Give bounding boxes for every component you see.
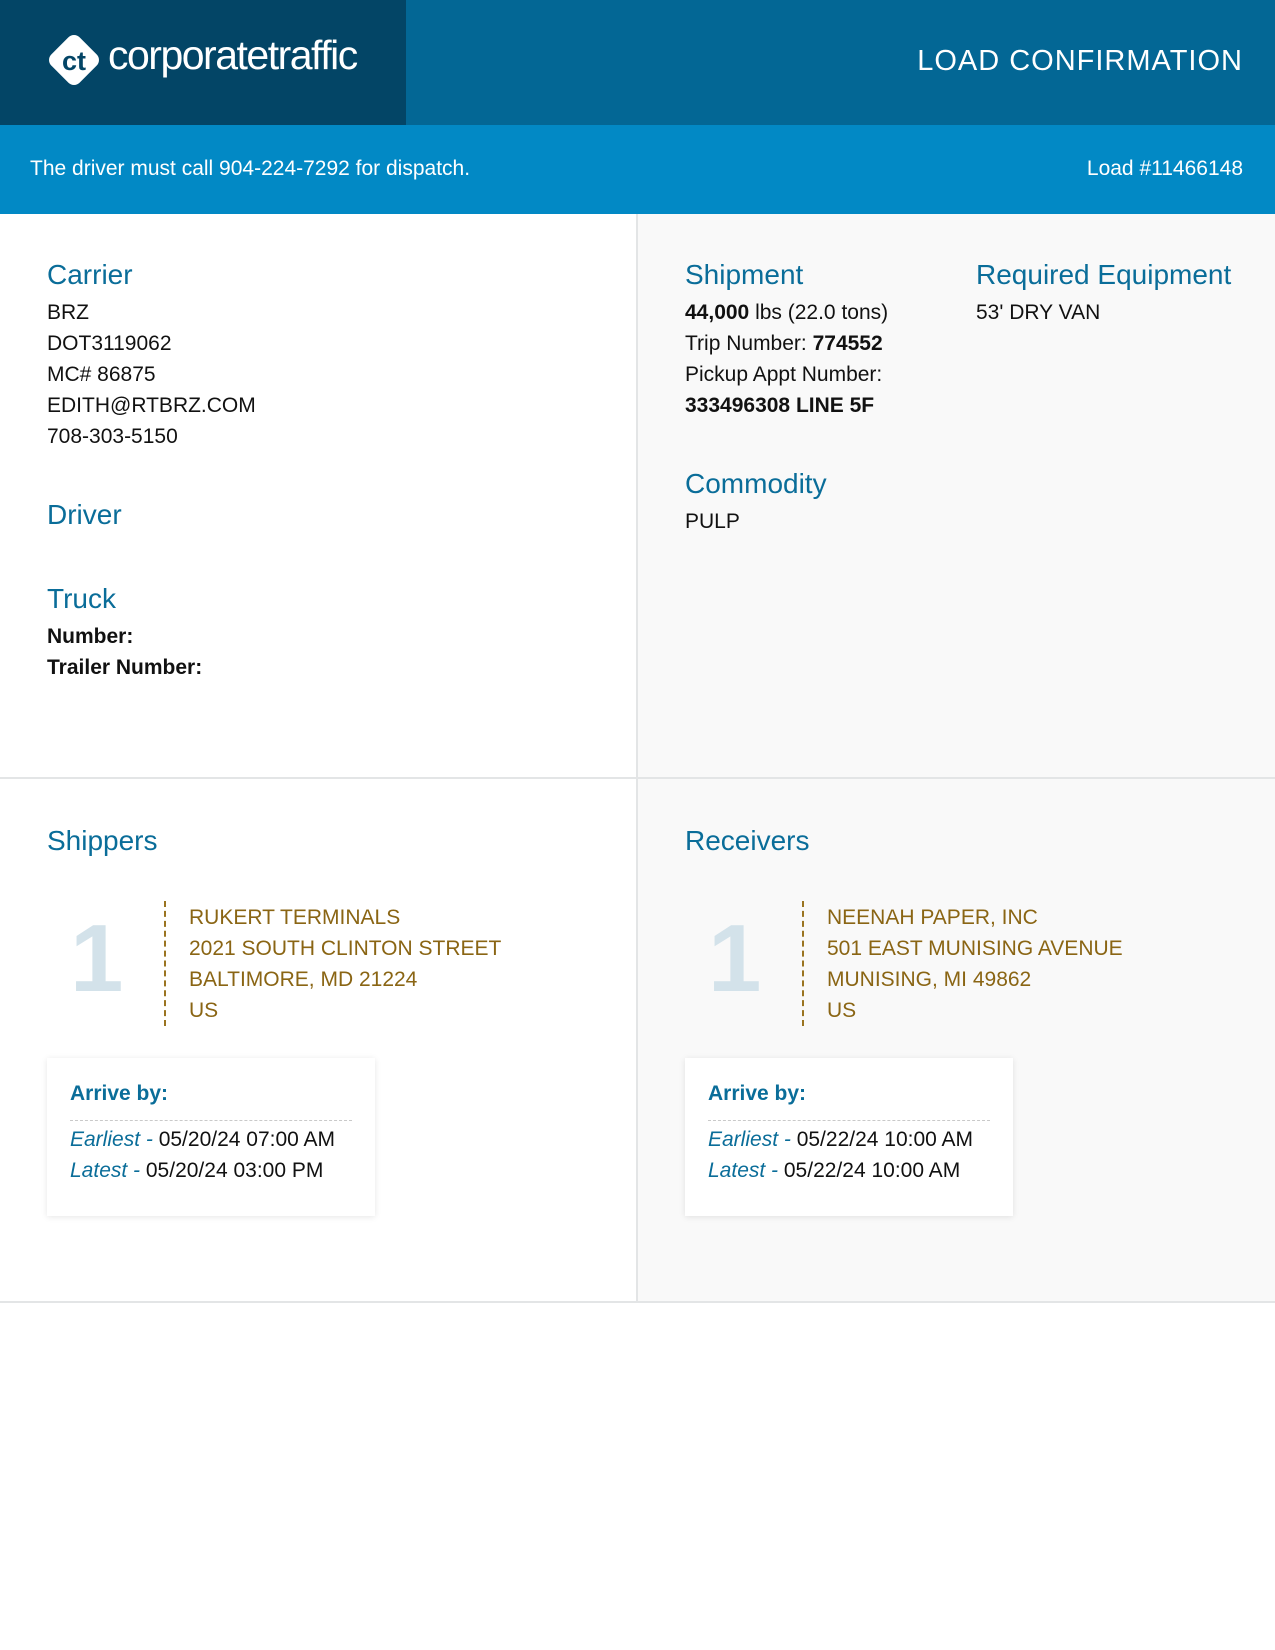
shipper-arrive-title: Arrive by: (70, 1082, 169, 1105)
shipper-appt-divider (70, 1120, 352, 1121)
earliest-label: Earliest - (70, 1128, 153, 1151)
load-number: Load #11466148 (1086, 157, 1243, 180)
shipper-divider (164, 901, 166, 1026)
latest-label: Latest - (70, 1159, 141, 1182)
pickup-appt-label: Pickup Appt Number: (685, 363, 883, 386)
carrier-email: EDITH@RTBRZ.COM (47, 394, 256, 417)
receiver-country: US (827, 999, 857, 1022)
receiver-name: NEENAH PAPER, INC (827, 906, 1038, 929)
logo (0, 0, 406, 125)
receiver-divider (802, 901, 804, 1026)
latest-value: 05/22/24 10:00 AM (778, 1159, 961, 1182)
logo-wordmark: corporatetraffic (108, 32, 357, 78)
receiver-street: 501 EAST MUNISING AVENUE (827, 937, 1123, 960)
carrier-panel (0, 214, 638, 779)
weight-unit: lbs (22.0 tons) (749, 301, 889, 324)
receivers-title: Receivers (685, 825, 810, 856)
commodity-value: PULP (685, 510, 740, 533)
latest-label: Latest - (708, 1159, 779, 1182)
shipment-title: Shipment (685, 259, 804, 290)
receiver-arrive-title: Arrive by: (708, 1082, 807, 1105)
shipper-appointment-card (47, 1058, 375, 1216)
carrier-title: Carrier (47, 259, 133, 290)
carrier-phone: 708-303-5150 (47, 425, 178, 448)
earliest-label: Earliest - (708, 1128, 791, 1151)
receivers-panel (638, 779, 1275, 1303)
pickup-appt-value: 333496308 LINE 5F (685, 394, 875, 417)
trip-number (685, 328, 883, 359)
shipper-latest (70, 1159, 323, 1183)
shipper-city: BALTIMORE, MD 21224 (189, 968, 418, 991)
latest-value: 05/20/24 03:00 PM (140, 1159, 324, 1182)
shippers-title: Shippers (47, 825, 158, 856)
shipment-weight (685, 297, 888, 328)
carrier-mc: MC# 86875 (47, 363, 156, 386)
earliest-value: 05/20/24 07:00 AM (152, 1128, 335, 1151)
earliest-value: 05/22/24 10:00 AM (790, 1128, 973, 1151)
receiver-earliest (708, 1128, 973, 1152)
shippers-panel (0, 779, 638, 1303)
corporate-traffic-logo-icon (44, 30, 104, 90)
equipment-value: 53' DRY VAN (976, 301, 1101, 324)
equipment-title: Required Equipment (976, 259, 1232, 290)
shipper-country: US (189, 999, 219, 1022)
weight-value: 44,000 (685, 301, 750, 324)
shipper-earliest (70, 1128, 335, 1152)
trip-value: 774552 (812, 332, 883, 355)
dispatch-message: The driver must call 904-224-7292 for dispatch. (30, 157, 471, 180)
header (0, 0, 1275, 125)
truck-number-label: Number: (47, 625, 134, 648)
receiver-city: MUNISING, MI 49862 (827, 968, 1032, 991)
shipper-street: 2021 SOUTH CLINTON STREET (189, 937, 502, 960)
shipper-stop-number: 1 (70, 905, 124, 1012)
receiver-latest (708, 1159, 960, 1183)
truck-title: Truck (47, 583, 116, 614)
commodity-title: Commodity (685, 468, 827, 499)
trip-label: Trip Number: (685, 332, 813, 355)
carrier-dot: DOT3119062 (47, 332, 172, 355)
svg-text:ct: ct (61, 46, 87, 76)
receiver-stop-number: 1 (708, 905, 762, 1012)
driver-title: Driver (47, 499, 122, 530)
shipper-name: RUKERT TERMINALS (189, 906, 401, 929)
receiver-appt-divider (708, 1120, 990, 1121)
document-title: LOAD CONFIRMATION (917, 45, 1243, 77)
trailer-number-label: Trailer Number: (47, 656, 203, 679)
dispatch-bar (0, 125, 1275, 214)
carrier-name: BRZ (47, 301, 89, 324)
shipment-panel (638, 214, 1275, 779)
receiver-appointment-card (685, 1058, 1013, 1216)
